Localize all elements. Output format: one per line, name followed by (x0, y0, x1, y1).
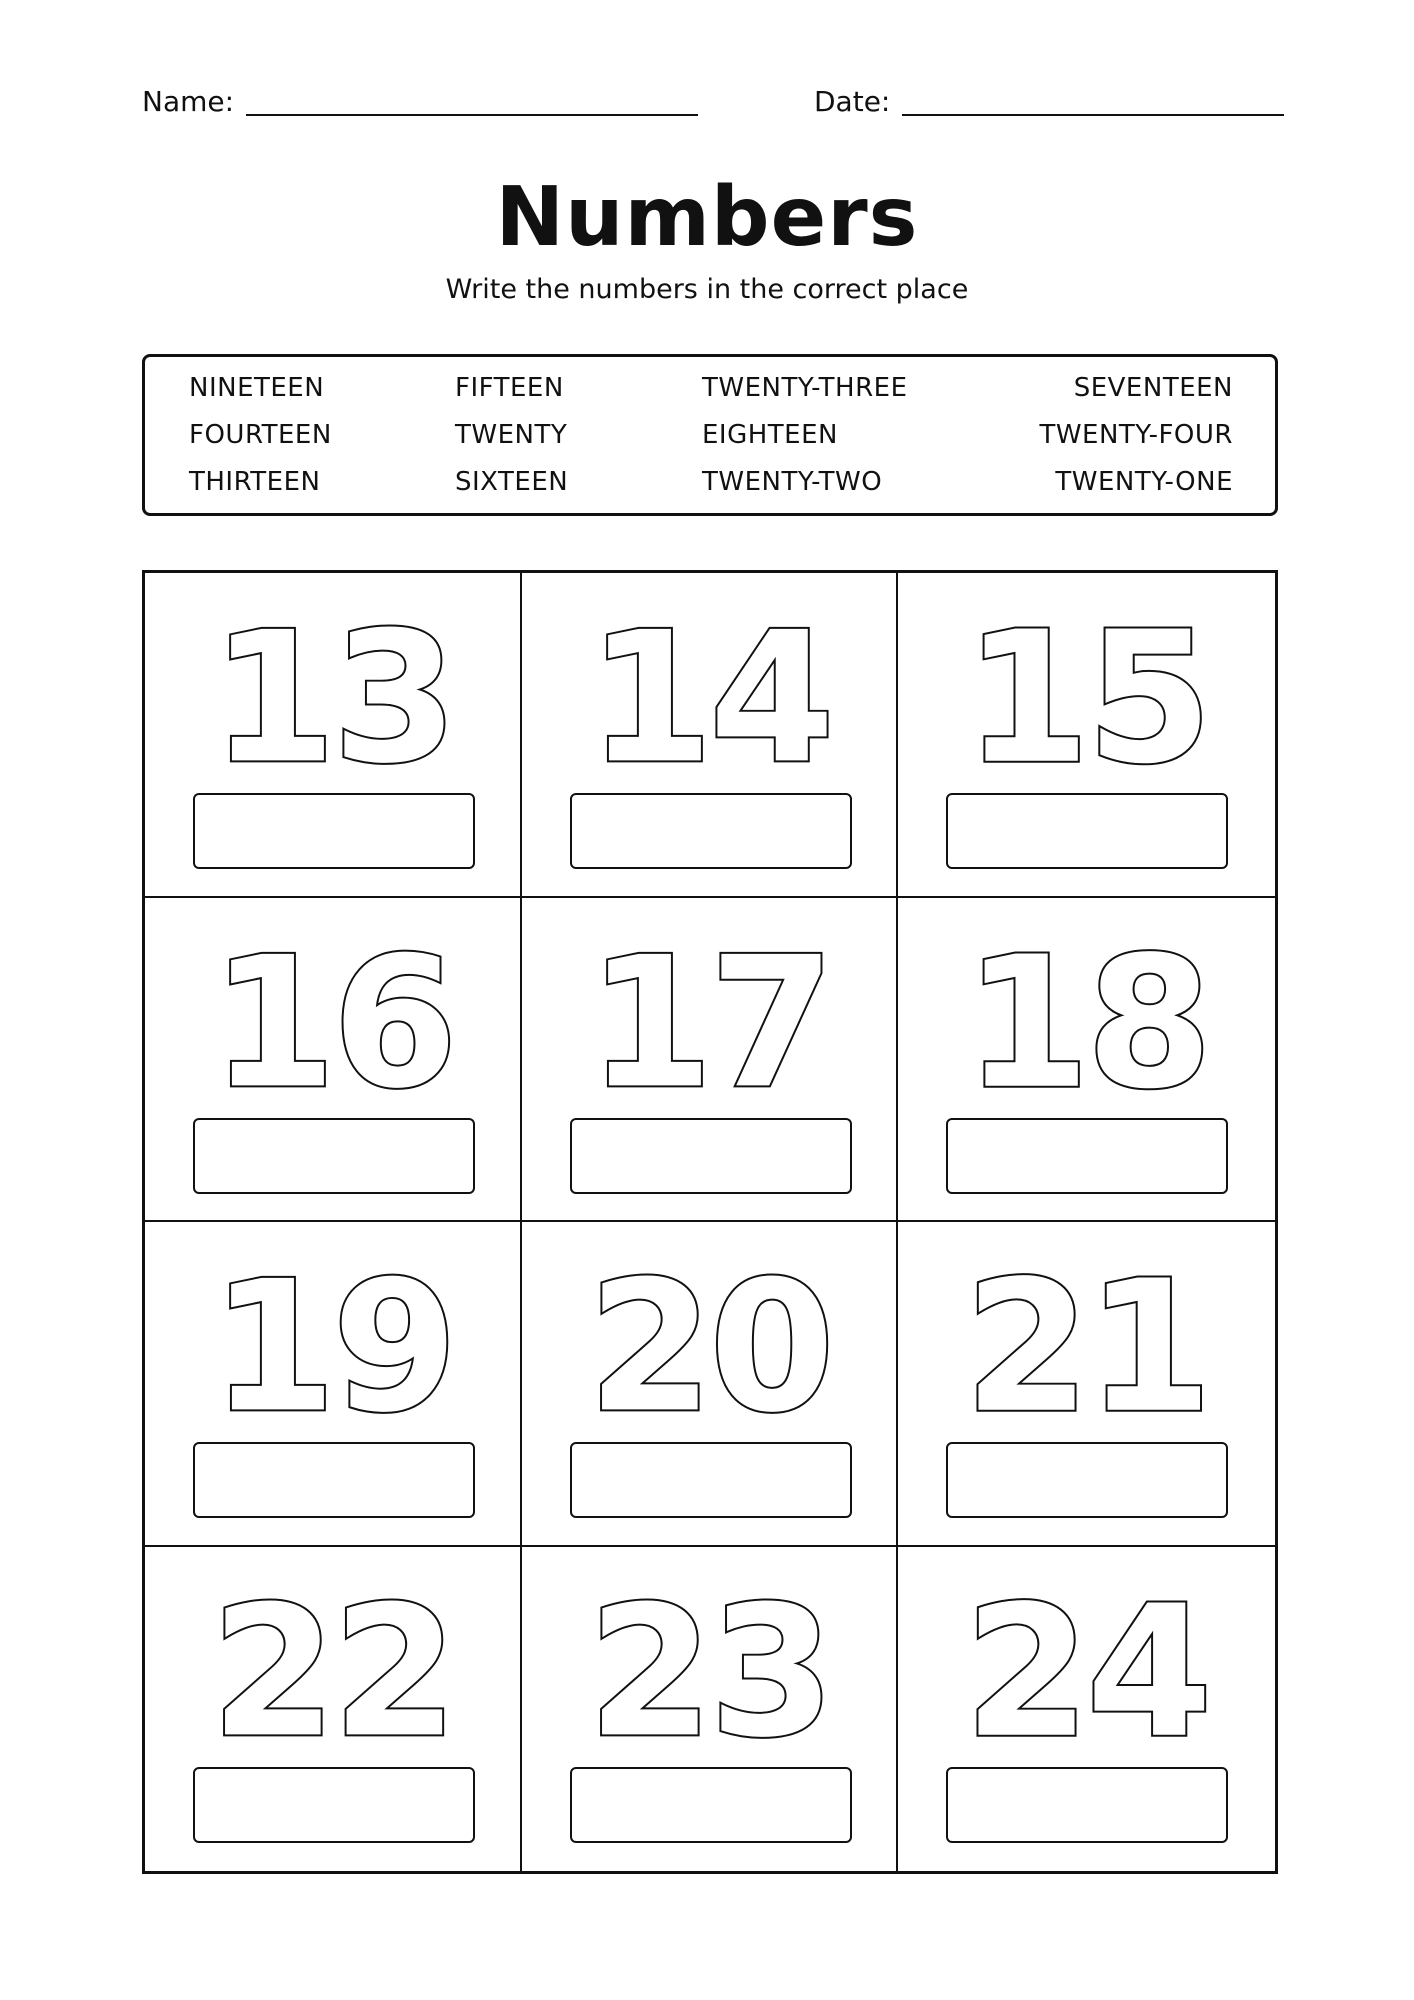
answer-box[interactable] (193, 1442, 475, 1518)
name-field[interactable] (142, 84, 698, 120)
outline-number (145, 1244, 520, 1424)
number-cell (145, 1547, 522, 1872)
number-cell (145, 573, 522, 898)
number-text: 21 (964, 1244, 1209, 1424)
number-text: 22 (210, 1568, 454, 1749)
number-text: 23 (587, 1568, 831, 1749)
outline-number (898, 595, 1275, 775)
word-bank (142, 354, 1278, 516)
number-grid (142, 570, 1278, 1874)
word-bank-word: SEVENTEEN (1073, 373, 1233, 403)
instructions: Write the numbers in the correct place (445, 274, 969, 305)
word-bank-word: FOURTEEN (189, 420, 332, 450)
page-title: Numbers (495, 170, 919, 265)
outline-number (522, 1569, 897, 1749)
word-bank-word: TWENTY-FOUR (1039, 420, 1233, 450)
outline-number (145, 595, 520, 775)
number-cell (898, 573, 1275, 898)
word-bank-word: TWENTY (455, 420, 568, 450)
answer-box[interactable] (570, 793, 852, 869)
word-bank-word: SIXTEEN (455, 467, 569, 497)
name-label: Name: (142, 85, 235, 118)
word-bank-word: TWENTY-ONE (1055, 467, 1233, 497)
number-text: 16 (210, 919, 454, 1100)
date-field[interactable] (814, 84, 1284, 120)
outline-number (145, 1569, 520, 1749)
number-text: 13 (210, 595, 454, 775)
number-text: 17 (587, 919, 831, 1100)
number-cell (145, 898, 522, 1223)
number-cell (522, 573, 899, 898)
answer-box[interactable] (193, 1118, 475, 1194)
outline-number (522, 595, 897, 775)
date-line[interactable] (902, 114, 1284, 116)
answer-box[interactable] (570, 1767, 852, 1843)
answer-box[interactable] (946, 1767, 1228, 1843)
answer-box[interactable] (193, 1767, 475, 1843)
outline-number (145, 920, 520, 1100)
word-bank-word: EIGHTEEN (702, 420, 838, 450)
number-cell (522, 898, 899, 1223)
word-bank-word: THIRTEEN (189, 467, 321, 497)
outline-number (522, 920, 897, 1100)
answer-box[interactable] (946, 793, 1228, 869)
answer-box[interactable] (570, 1442, 852, 1518)
number-cell (522, 1547, 899, 1872)
answer-box[interactable] (946, 1442, 1228, 1518)
answer-box[interactable] (946, 1118, 1228, 1194)
word-bank-word: FIFTEEN (455, 373, 564, 403)
number-text: 14 (587, 595, 831, 775)
date-label: Date: (814, 85, 891, 118)
answer-box[interactable] (570, 1118, 852, 1194)
outline-number (522, 1244, 897, 1424)
number-text: 20 (587, 1244, 831, 1424)
number-text: 19 (210, 1244, 454, 1424)
outline-number (898, 1569, 1275, 1749)
header (142, 84, 1284, 124)
name-line[interactable] (246, 114, 698, 116)
number-cell (522, 1222, 899, 1547)
number-text: 24 (964, 1568, 1209, 1749)
outline-number (898, 920, 1275, 1100)
word-bank-word: TWENTY-THREE (702, 373, 908, 403)
number-cell (898, 1547, 1275, 1872)
number-cell (145, 1222, 522, 1547)
number-cell (898, 898, 1275, 1223)
number-text: 15 (964, 595, 1209, 775)
number-text: 18 (964, 919, 1209, 1100)
number-cell (898, 1222, 1275, 1547)
word-bank-word: TWENTY-TWO (702, 467, 883, 497)
outline-number (898, 1244, 1275, 1424)
answer-box[interactable] (193, 793, 475, 869)
word-bank-word: NINETEEN (189, 373, 325, 403)
